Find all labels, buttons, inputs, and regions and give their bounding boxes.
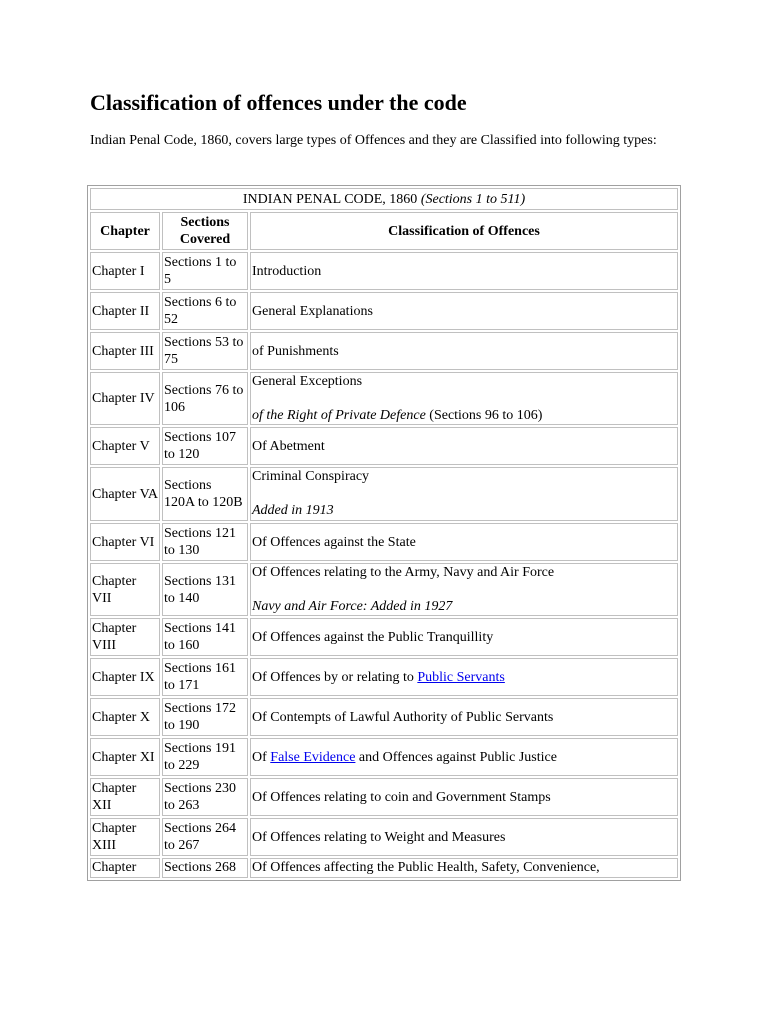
table-row <box>90 523 678 561</box>
classification-text-before: Of <box>252 749 271 765</box>
classification-text: Of Offences relating to Weight and Measures <box>252 829 506 845</box>
cell-chapter: Chapter I <box>90 252 160 290</box>
classification-text-before: Of Offences by or relating to <box>252 669 418 685</box>
cell-chapter: Chapter III <box>90 332 160 370</box>
cell-classification <box>250 858 678 878</box>
table-caption <box>90 188 678 210</box>
classification-text: Of Offences affecting the Public Health, Safety, Convenience, <box>252 860 600 875</box>
classification-text: Of Offences against the State <box>252 534 416 550</box>
cell-chapter: Chapter X <box>90 698 160 736</box>
page-title: Classification of offences under the code <box>90 90 467 115</box>
cell-chapter: Chapter IV <box>90 372 160 425</box>
cell-sections: Sections 1 to 5 <box>162 252 248 290</box>
cell-classification <box>250 698 678 736</box>
offences-table <box>87 185 681 881</box>
cell-sections: Sections 107 to 120 <box>162 427 248 465</box>
cell-classification <box>250 738 678 776</box>
classification-text: of Punishments <box>252 343 339 359</box>
classification-note <box>252 598 676 615</box>
cell-chapter: Chapter XI <box>90 738 160 776</box>
table-row <box>90 858 678 878</box>
header-sections: Sections Covered <box>162 212 248 250</box>
cell-chapter: Chapter IX <box>90 658 160 696</box>
cell-classification <box>250 618 678 656</box>
table-caption-main: INDIAN PENAL CODE, 1860 <box>242 191 418 207</box>
table-row <box>90 738 678 776</box>
table-caption-range: (Sections 1 to 511) <box>420 191 526 207</box>
table-row <box>90 778 678 816</box>
header-classification: Classification of Offences <box>250 212 678 250</box>
cell-classification <box>250 818 678 856</box>
classification-link[interactable]: Public Servants <box>417 669 505 685</box>
cell-chapter: Chapter XII <box>90 778 160 816</box>
cell-sections: Sections 264 to 267 <box>162 818 248 856</box>
cell-sections: Sections 268 <box>162 858 248 878</box>
cell-classification <box>250 778 678 816</box>
cell-sections: Sections 76 to 106 <box>162 372 248 425</box>
classification-text: Of Offences against the Public Tranquillity <box>252 629 494 645</box>
cell-sections: Sections 161 to 171 <box>162 658 248 696</box>
header-chapter: Chapter <box>90 212 160 250</box>
cell-chapter: Chapter II <box>90 292 160 330</box>
cell-sections: Sections 141 to 160 <box>162 618 248 656</box>
cell-chapter: Chapter VII <box>90 563 160 616</box>
table-row <box>90 563 678 616</box>
cell-classification <box>250 563 678 616</box>
cell-chapter: Chapter VIII <box>90 618 160 656</box>
table-row <box>90 332 678 370</box>
classification-text: Of Offences relating to the Army, Navy and Air Force <box>252 565 555 580</box>
cell-sections: Sections 172 to 190 <box>162 698 248 736</box>
cell-sections: Sections 121 to 130 <box>162 523 248 561</box>
cell-classification <box>250 372 678 425</box>
cell-classification <box>250 292 678 330</box>
table-row <box>90 427 678 465</box>
classification-note <box>252 502 676 519</box>
classification-note <box>252 407 676 424</box>
classification-text: General Explanations <box>252 303 373 319</box>
classification-text-after: and Offences against Public Justice <box>355 749 557 765</box>
classification-link[interactable]: False Evidence <box>270 749 356 765</box>
cell-sections: Sections 230 to 263 <box>162 778 248 816</box>
table-row <box>90 292 678 330</box>
cell-sections: Sections 131 to 140 <box>162 563 248 616</box>
cell-classification <box>250 467 678 521</box>
cell-sections: Sections 6 to 52 <box>162 292 248 330</box>
cell-chapter: Chapter <box>90 858 160 878</box>
table-row <box>90 658 678 696</box>
table-row <box>90 467 678 521</box>
classification-text: Of Offences relating to coin and Government Stamps <box>252 789 551 805</box>
cell-chapter: Chapter XIII <box>90 818 160 856</box>
cell-classification <box>250 658 678 696</box>
cell-chapter: Chapter VA <box>90 467 160 521</box>
cell-chapter: Chapter VI <box>90 523 160 561</box>
table-row <box>90 618 678 656</box>
classification-text: Of Contempts of Lawful Authority of Public Servants <box>252 709 554 725</box>
table-row <box>90 372 678 425</box>
classification-text: Of Abetment <box>252 438 325 454</box>
classification-text: General Exceptions <box>252 374 363 389</box>
cell-classification <box>250 523 678 561</box>
classification-note-italic: Added in 1913 <box>252 503 334 518</box>
table-row <box>90 818 678 856</box>
table-row <box>90 698 678 736</box>
offences-table-wrapper <box>87 185 681 881</box>
classification-note-italic: Navy and Air Force: Added in 1927 <box>252 599 453 614</box>
table-row <box>90 252 678 290</box>
cell-classification <box>250 427 678 465</box>
classification-text: Introduction <box>252 263 322 279</box>
cell-classification <box>250 332 678 370</box>
intro-paragraph: Indian Penal Code, 1860, covers large types of Offences and they are Classified into following types: <box>90 133 657 148</box>
cell-sections: Sections 53 to 75 <box>162 332 248 370</box>
classification-text: Criminal Conspiracy <box>252 469 370 484</box>
cell-chapter: Chapter V <box>90 427 160 465</box>
cell-sections: Sections 191 to 229 <box>162 738 248 776</box>
classification-note-plain: (Sections 96 to 106) <box>425 408 543 423</box>
cell-sections: Sections 120A to 120B <box>162 467 248 521</box>
classification-note-italic: of the Right of Private Defence <box>252 408 426 423</box>
cell-classification <box>250 252 678 290</box>
